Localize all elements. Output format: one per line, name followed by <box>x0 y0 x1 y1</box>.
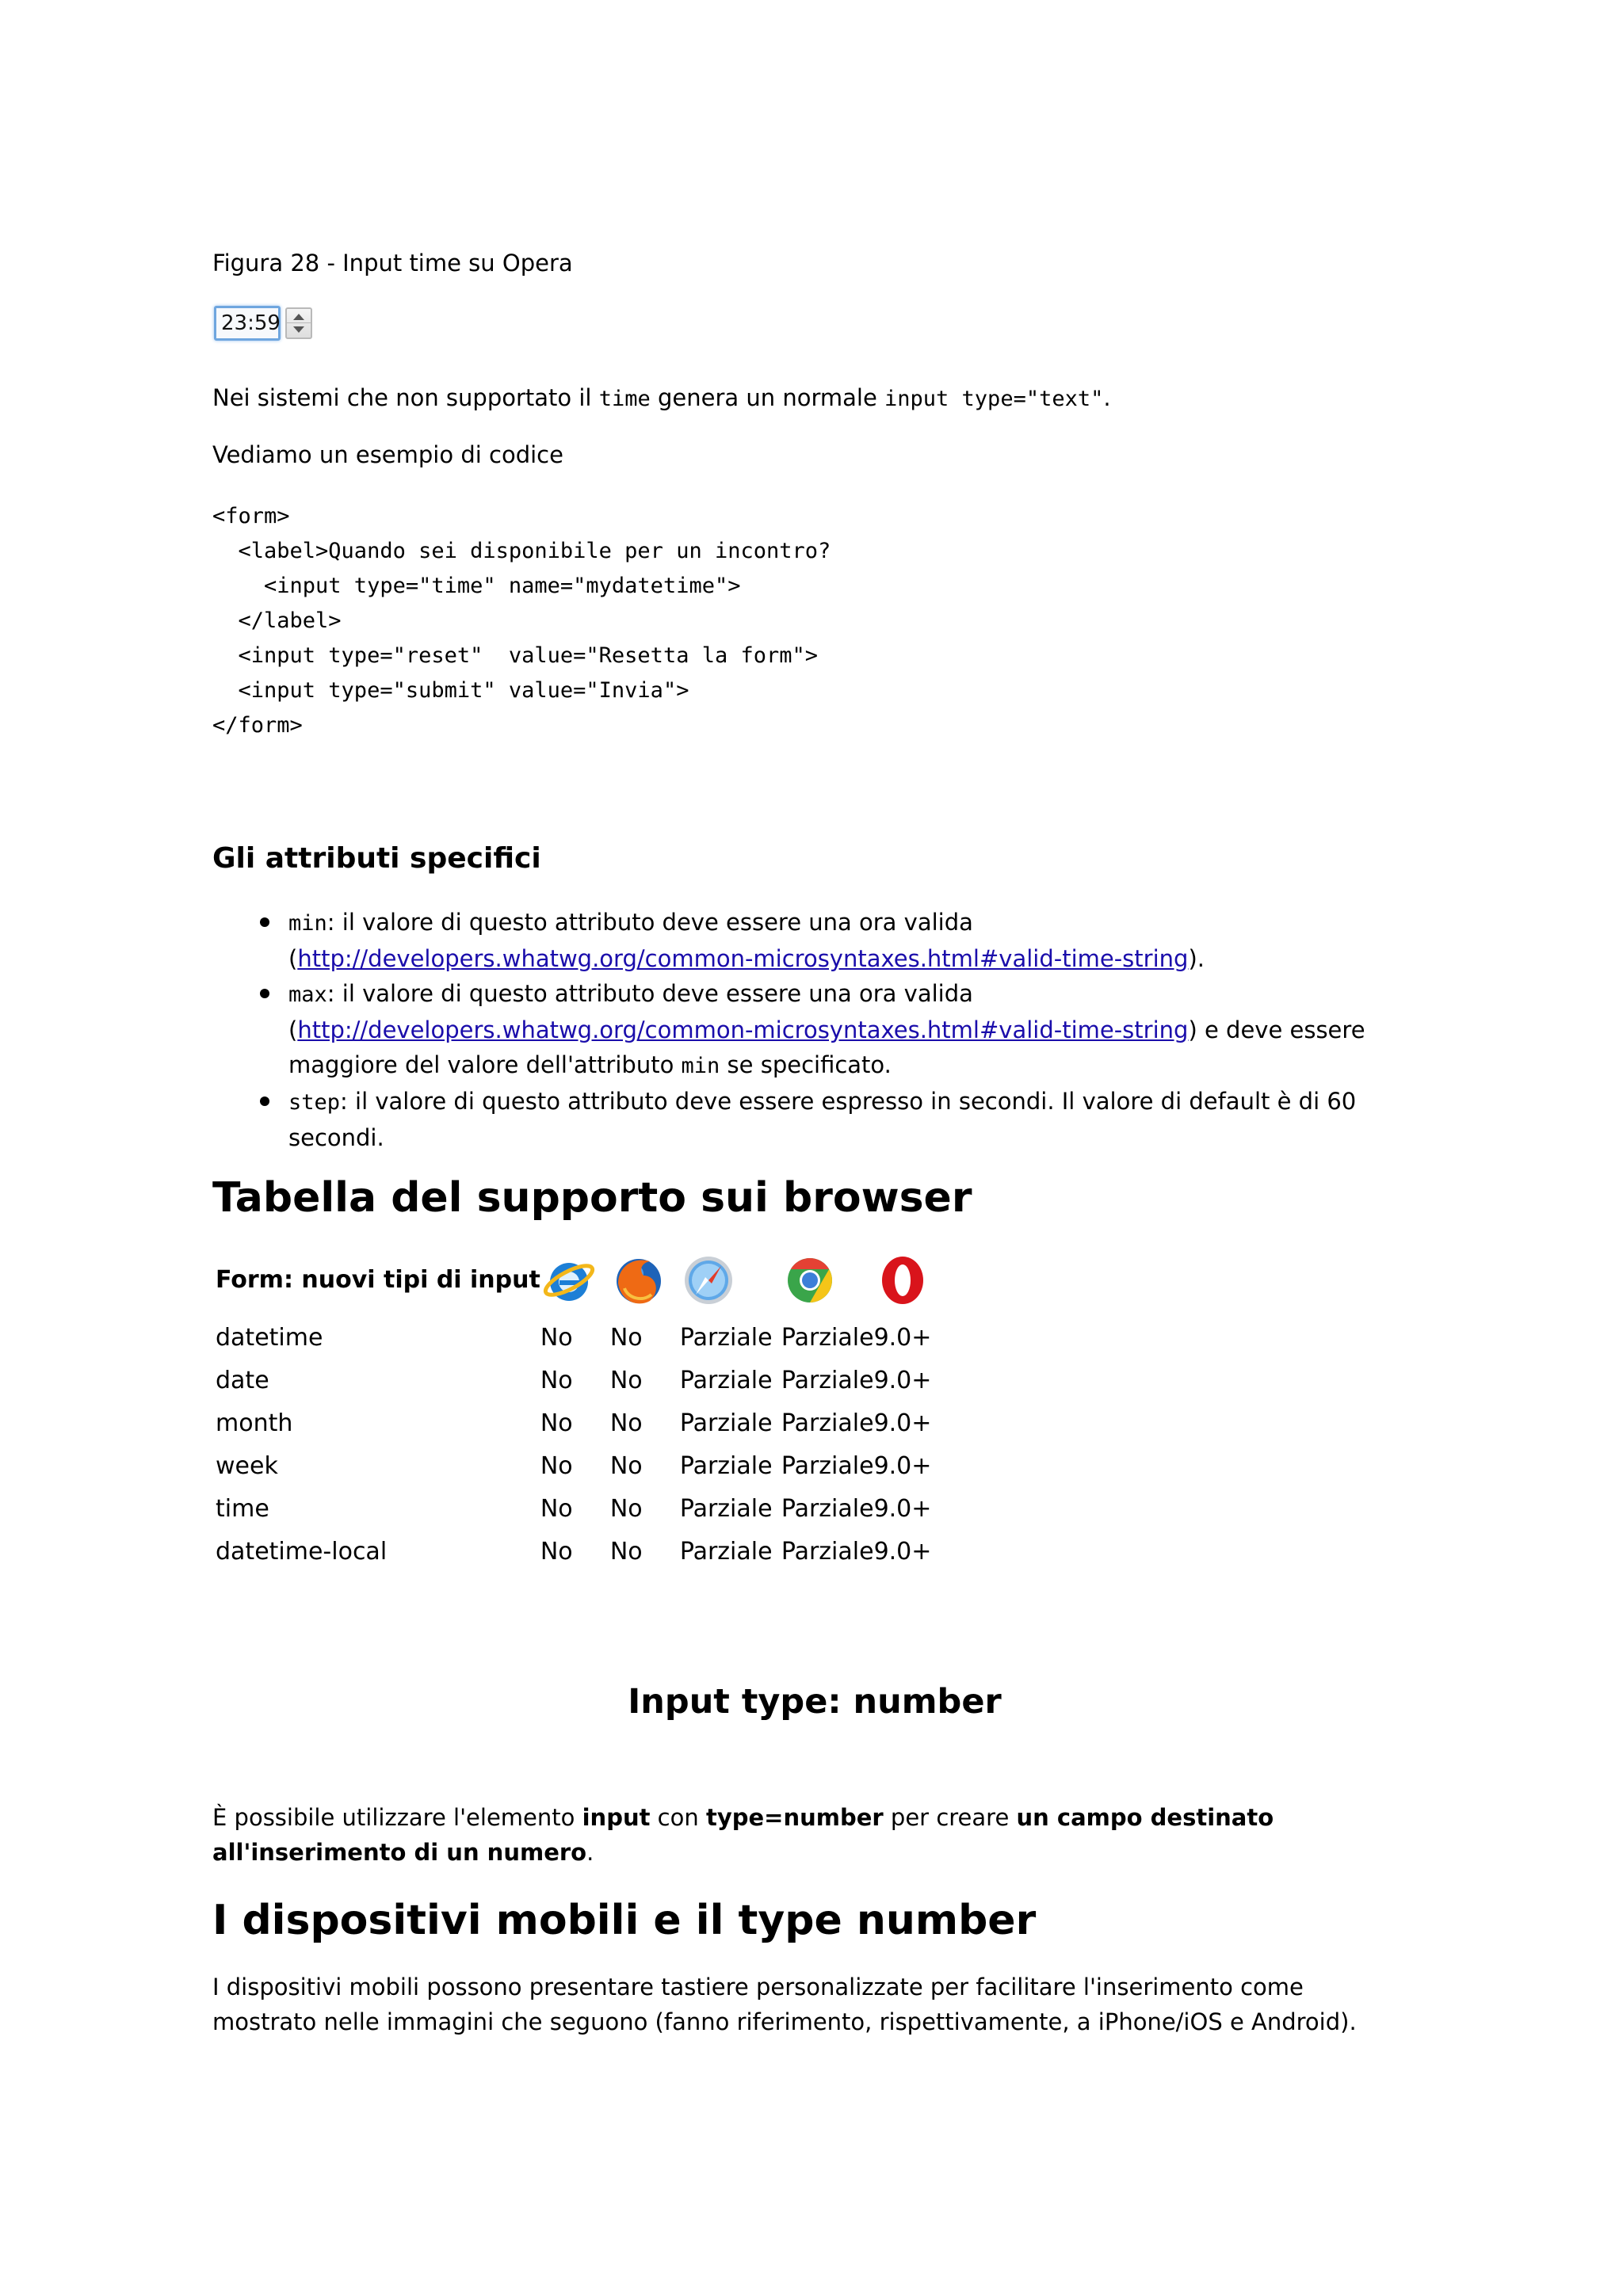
code-line: <input type="submit" value="Invia"> <box>212 678 689 703</box>
text-fragment: . <box>1103 384 1111 411</box>
paragraph-mobile: I dispositivi mobili possono presentare tastiere personalizzate per facilitare l'inserimento come mostrato nelle immagini che seguono (fanno riferimento, rispettivamente, a iPhone/iOS e Android). <box>212 1974 1357 2035</box>
text-fragment: ( <box>288 945 298 972</box>
inline-code: input type="text" <box>884 387 1104 411</box>
header-firefox <box>610 1244 680 1317</box>
opera-cell: 9.0+ <box>873 1409 932 1437</box>
ie-cell: No <box>540 1367 573 1394</box>
header-opera <box>874 1244 969 1317</box>
feature-cell: datetime-local <box>216 1538 388 1566</box>
feature-cell: datetime <box>216 1324 323 1352</box>
code-line: <form> <box>212 504 290 528</box>
safari-cell: Parziale <box>679 1367 773 1394</box>
table-header-row <box>216 1244 969 1317</box>
chrome-cell: Parziale <box>781 1452 874 1480</box>
chrome-cell: Parziale <box>781 1538 874 1566</box>
inline-code: min <box>681 1054 720 1078</box>
firefox-cell: No <box>609 1452 643 1480</box>
text-fragment: maggiore del valore dell'attributo <box>288 1051 682 1078</box>
ie-cell: No <box>540 1409 573 1437</box>
time-input-widget[interactable] <box>214 306 317 342</box>
opera-icon <box>874 1252 931 1309</box>
text-fragment: ( <box>288 1016 298 1043</box>
text-fragment: se specificato. <box>720 1051 892 1078</box>
text-fragment: genera un normale <box>650 384 885 411</box>
code-line: <input type="reset" value="Resetta la form"> <box>212 643 819 668</box>
firefox-cell: No <box>609 1538 643 1566</box>
chrome-cell: Parziale <box>781 1409 874 1437</box>
list-item-max <box>212 976 1417 1084</box>
ie-cell: No <box>540 1452 573 1480</box>
bullet-dot <box>260 989 269 998</box>
text-fragment: per creare <box>883 1804 1017 1831</box>
table-row <box>216 1531 969 1573</box>
ie-cell: No <box>540 1538 573 1566</box>
code-block <box>212 499 831 743</box>
table-row <box>216 1488 969 1531</box>
browser-support-heading: Tabella del supporto sui browser <box>212 1174 972 1222</box>
firefox-cell: No <box>609 1367 643 1394</box>
safari-cell: Parziale <box>679 1452 773 1480</box>
bold-fragment: input <box>582 1804 651 1831</box>
firefox-icon <box>610 1252 667 1309</box>
item-text: secondi. <box>288 1124 384 1151</box>
time-spinner[interactable] <box>285 307 312 339</box>
time-input-field[interactable]: 23:59 <box>214 306 281 341</box>
safari-cell: Parziale <box>679 1495 773 1523</box>
whatwg-link[interactable]: http://developers.whatwg.org/common-microsyntaxes.html#valid-time-string <box>297 945 1189 972</box>
opera-cell: 9.0+ <box>873 1367 932 1394</box>
mobile-heading: I dispositivi mobili e il type number <box>212 1897 1037 1944</box>
table-row <box>216 1360 969 1402</box>
bold-fragment: type=number <box>705 1804 884 1831</box>
safari-cell: Parziale <box>679 1538 773 1566</box>
chrome-cell: Parziale <box>781 1495 874 1523</box>
safari-cell: Parziale <box>679 1324 773 1352</box>
text-fragment: È possibile utilizzare l'elemento <box>212 1804 582 1831</box>
opera-cell: 9.0+ <box>873 1495 932 1523</box>
header-chrome <box>781 1244 874 1317</box>
code-line: <input type="time" name="mydatetime"> <box>212 574 741 598</box>
table-row <box>216 1317 969 1360</box>
attributes-list <box>212 905 1417 1155</box>
firefox-cell: No <box>609 1324 643 1352</box>
item-text: : il valore di questo attributo deve essere una ora valida <box>327 909 973 936</box>
feature-cell: time <box>216 1495 269 1523</box>
header-label: Form: nuovi tipi di input <box>216 1266 540 1294</box>
firefox-cell: No <box>609 1495 643 1523</box>
spinner-up-icon[interactable] <box>293 314 304 320</box>
inline-code: step <box>288 1090 341 1115</box>
internet-explorer-icon <box>540 1252 598 1309</box>
figure-caption: Figura 28 - Input time su Opera <box>212 250 573 277</box>
list-item-step <box>212 1084 1417 1155</box>
paragraph-example-intro: Vediamo un esempio di codice <box>212 441 563 468</box>
feature-cell: week <box>216 1452 278 1480</box>
ie-cell: No <box>540 1495 573 1523</box>
opera-cell: 9.0+ <box>873 1324 932 1352</box>
code-line: </form> <box>212 713 303 738</box>
list-item-min <box>212 905 1417 976</box>
spinner-down-icon[interactable] <box>293 326 304 333</box>
feature-cell: date <box>216 1367 269 1394</box>
text-fragment: Nei sistemi che non supportato il <box>212 384 599 411</box>
browser-support-table <box>216 1244 969 1573</box>
bullet-dot <box>260 917 269 927</box>
inline-code: time <box>598 387 651 411</box>
spinner-divider <box>287 322 311 323</box>
header-safari <box>680 1244 781 1317</box>
text-fragment: ). <box>1188 945 1205 972</box>
chrome-icon <box>781 1252 838 1309</box>
header-ie <box>540 1244 610 1317</box>
code-line: </label> <box>212 608 342 633</box>
table-row <box>216 1445 969 1488</box>
item-text: : il valore di questo attributo deve essere espresso in secondi. Il valore di default è di 60 <box>340 1088 1357 1115</box>
feature-cell: month <box>216 1409 293 1437</box>
number-heading: Input type: number <box>628 1682 1002 1722</box>
chrome-cell: Parziale <box>781 1324 874 1352</box>
bullet-dot <box>260 1097 269 1106</box>
opera-cell: 9.0+ <box>873 1452 932 1480</box>
safari-icon <box>680 1252 737 1309</box>
text-fragment: ) e deve essere <box>1188 1016 1365 1043</box>
text-fragment: con <box>650 1804 706 1831</box>
code-line: <label>Quando sei disponibile per un incontro? <box>212 539 831 563</box>
table-row <box>216 1402 969 1445</box>
text-fragment: . <box>586 1839 594 1866</box>
bold-fragment: un campo destinato all'inserimento di un numero <box>212 1804 1274 1866</box>
item-text: : il valore di questo attributo deve essere una ora valida <box>327 980 973 1007</box>
inline-code: max <box>288 982 327 1007</box>
ie-cell: No <box>540 1324 573 1352</box>
chrome-cell: Parziale <box>781 1367 874 1394</box>
safari-cell: Parziale <box>679 1409 773 1437</box>
attributes-heading: Gli attributi specifici <box>212 842 541 875</box>
firefox-cell: No <box>609 1409 643 1437</box>
whatwg-link[interactable]: http://developers.whatwg.org/common-microsyntaxes.html#valid-time-string <box>297 1016 1189 1043</box>
inline-code: min <box>288 911 327 936</box>
opera-cell: 9.0+ <box>873 1538 932 1566</box>
paragraph-number <box>212 1800 1385 1870</box>
paragraph-time-fallback <box>212 380 1111 417</box>
